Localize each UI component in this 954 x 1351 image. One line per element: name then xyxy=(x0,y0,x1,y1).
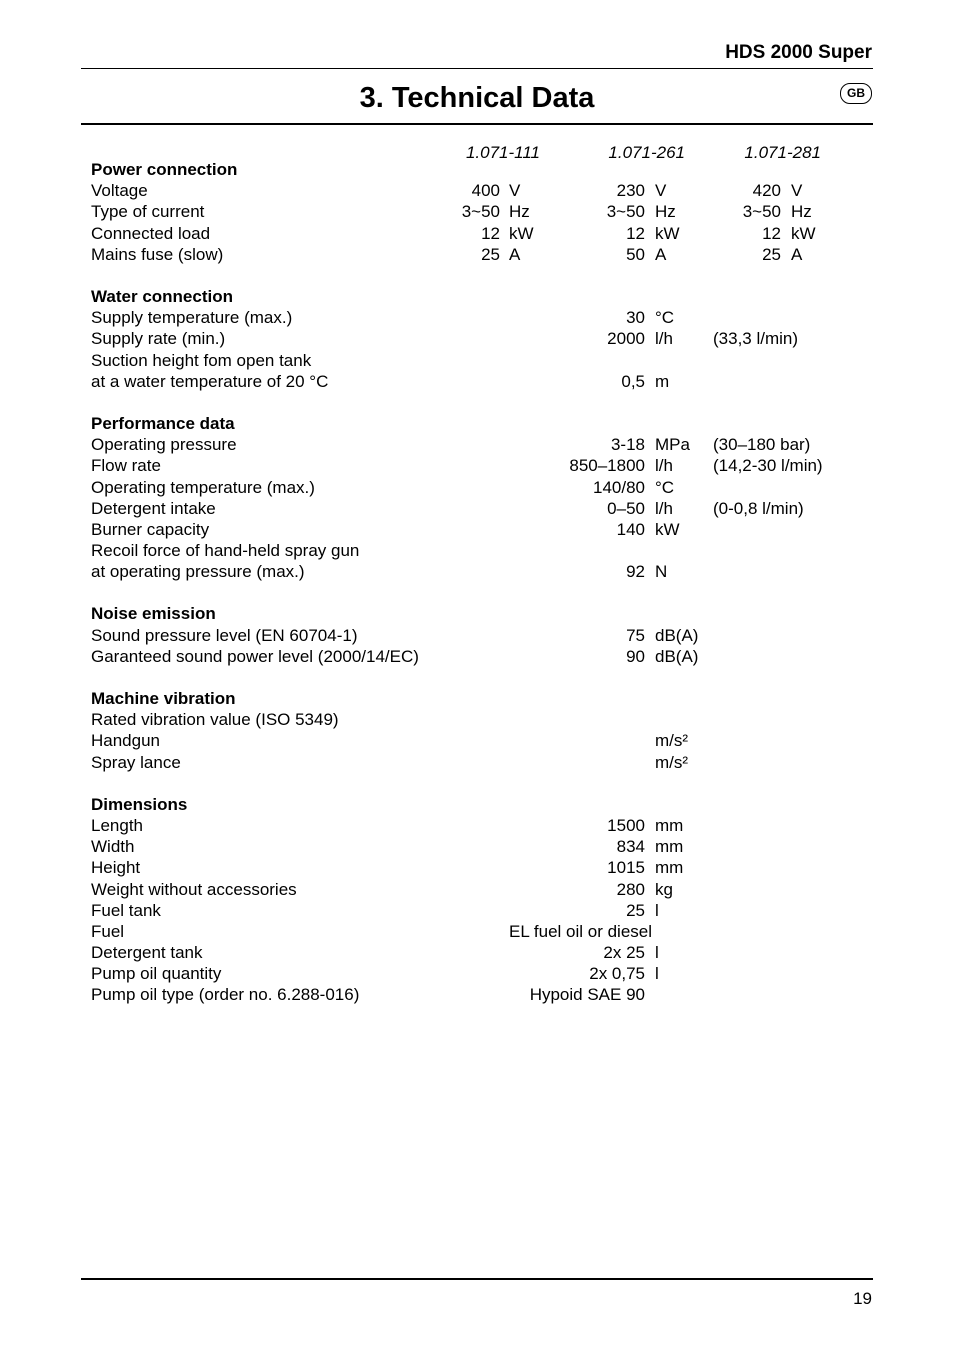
section-heading xyxy=(0,159,954,180)
row-note: (30–180 bar) xyxy=(713,435,811,454)
row-label: Spray lance xyxy=(91,753,181,772)
row-value: 2x 0,75 xyxy=(589,964,645,983)
row-unit: l/h xyxy=(655,329,673,348)
row-value: 75 xyxy=(626,626,645,645)
row-label: Supply rate (min.) xyxy=(91,329,226,348)
table-row xyxy=(0,434,954,455)
row-label: Type of current xyxy=(91,202,205,221)
row-label: Recoil force of hand-held spray gun xyxy=(91,541,360,560)
table-row xyxy=(0,350,954,371)
table-row xyxy=(0,921,954,942)
table-row xyxy=(0,942,954,963)
row-label: Weight without accessories xyxy=(91,880,297,899)
row-value: 834 xyxy=(616,837,645,856)
value-model-1: 25 xyxy=(481,245,500,264)
section-title-vibration: Machine vibration xyxy=(91,689,236,708)
table-row xyxy=(0,561,954,582)
row-label: Operating pressure xyxy=(91,435,237,454)
unit-model-1: kW xyxy=(509,224,534,243)
unit-model-1: V xyxy=(509,181,521,200)
row-unit: mm xyxy=(655,837,684,856)
table-row xyxy=(0,371,954,392)
row-label: at operating pressure (max.) xyxy=(91,562,305,581)
row-note: (0-0,8 l/min) xyxy=(713,499,804,518)
value-model-2: 230 xyxy=(616,181,645,200)
table-row xyxy=(0,244,954,265)
page-number: 19 xyxy=(853,1289,872,1308)
value-model-2: 50 xyxy=(626,245,645,264)
unit-model-3: A xyxy=(791,245,803,264)
language-badge: GB xyxy=(840,83,872,104)
value-model-1: 12 xyxy=(481,224,500,243)
row-label: Fuel xyxy=(91,922,125,941)
table-row xyxy=(0,879,954,900)
unit-model-2: kW xyxy=(655,224,680,243)
row-value: Hypoid SAE 90 xyxy=(529,985,645,1004)
value-model-1: 3~50 xyxy=(461,202,500,221)
section-heading xyxy=(0,688,954,709)
row-label: Burner capacity xyxy=(91,520,210,539)
row-value: 1015 xyxy=(607,858,645,877)
value-model-2: 3~50 xyxy=(606,202,645,221)
table-row xyxy=(0,307,954,328)
table-row xyxy=(0,963,954,984)
table-row xyxy=(0,223,954,244)
value-model-2: 12 xyxy=(626,224,645,243)
row-label: Suction height fom open tank xyxy=(91,351,312,370)
table-row xyxy=(0,857,954,878)
row-unit: l xyxy=(655,943,659,962)
model-number-3: 1.071-281 xyxy=(744,143,821,162)
row-value: 30 xyxy=(626,308,645,327)
footer-rule xyxy=(81,1278,873,1280)
unit-model-2: A xyxy=(655,245,667,264)
row-unit: °C xyxy=(655,308,675,327)
table-row xyxy=(0,815,954,836)
row-label: Garanteed sound power level (2000/14/EC) xyxy=(91,647,419,666)
row-value: 140 xyxy=(616,520,645,539)
row-unit: l xyxy=(655,901,659,920)
value-model-3: 12 xyxy=(762,224,781,243)
table-row xyxy=(0,477,954,498)
row-value: EL fuel oil or diesel xyxy=(509,922,653,941)
unit-model-1: A xyxy=(509,245,521,264)
section-heading xyxy=(0,603,954,624)
row-unit: MPa xyxy=(655,435,690,454)
row-label: Height xyxy=(91,858,141,877)
row-label: Supply temperature (max.) xyxy=(91,308,293,327)
row-label: Length xyxy=(91,816,143,835)
unit-model-3: V xyxy=(791,181,803,200)
row-value: 2x 25 xyxy=(603,943,645,962)
row-value: 280 xyxy=(616,880,645,899)
row-label: Detergent tank xyxy=(91,943,203,962)
unit-model-3: kW xyxy=(791,224,816,243)
row-value: 2000 xyxy=(607,329,645,348)
page-title: 3. Technical Data xyxy=(359,82,595,114)
table-row xyxy=(0,900,954,921)
row-unit: m/s² xyxy=(655,731,689,750)
row-label: Sound pressure level (EN 60704-1) xyxy=(91,626,358,645)
row-label: Voltage xyxy=(91,181,148,200)
value-model-3: 3~50 xyxy=(742,202,781,221)
row-unit: l xyxy=(655,964,659,983)
row-unit: l/h xyxy=(655,456,673,475)
section-title-water: Water connection xyxy=(91,287,233,306)
value-model-3: 25 xyxy=(762,245,781,264)
row-value: 1500 xyxy=(607,816,645,835)
row-unit: mm xyxy=(655,816,684,835)
section-heading xyxy=(0,794,954,815)
row-label: Operating temperature (max.) xyxy=(91,478,315,497)
table-row xyxy=(0,498,954,519)
table-row xyxy=(0,730,954,751)
value-model-1: 400 xyxy=(471,181,500,200)
section-heading xyxy=(0,286,954,307)
row-label: Detergent intake xyxy=(91,499,216,518)
section-heading xyxy=(0,413,954,434)
row-unit: m xyxy=(655,372,670,391)
row-label: Rated vibration value (ISO 5349) xyxy=(91,710,339,729)
row-value: 0–50 xyxy=(607,499,645,518)
row-note: (14,2-30 l/min) xyxy=(713,456,823,475)
row-unit: °C xyxy=(655,478,675,497)
table-row xyxy=(0,328,954,349)
header-rule xyxy=(81,68,873,69)
table-row xyxy=(0,709,954,730)
model-number-1: 1.071-111 xyxy=(465,143,540,162)
row-value: 140/80 xyxy=(593,478,645,497)
row-unit: mm xyxy=(655,858,684,877)
row-value: 850–1800 xyxy=(569,456,645,475)
row-label: at a water temperature of 20 °C xyxy=(91,372,329,391)
row-label: Mains fuse (slow) xyxy=(91,245,224,264)
row-label: Pump oil quantity xyxy=(91,964,222,983)
row-label: Width xyxy=(91,837,135,856)
table-row xyxy=(0,836,954,857)
row-unit: l/h xyxy=(655,499,673,518)
title-rule xyxy=(81,123,873,125)
row-value: 90 xyxy=(626,647,645,666)
row-value: 3-18 xyxy=(610,435,645,454)
unit-model-2: V xyxy=(655,181,667,200)
table-row xyxy=(0,984,954,1005)
value-model-3: 420 xyxy=(752,181,781,200)
unit-model-2: Hz xyxy=(655,202,676,221)
table-row xyxy=(0,625,954,646)
row-value: 0,5 xyxy=(621,372,645,391)
row-unit: N xyxy=(655,562,668,581)
table-row xyxy=(0,646,954,667)
table-row xyxy=(0,540,954,561)
row-unit: kg xyxy=(655,880,673,899)
row-label: Flow rate xyxy=(91,456,161,475)
table-row xyxy=(0,519,954,540)
row-value: 25 xyxy=(626,901,645,920)
row-label: Pump oil type (order no. 6.288-016) xyxy=(91,985,360,1004)
section-title-noise: Noise emission xyxy=(91,604,216,623)
row-unit: m/s² xyxy=(655,753,689,772)
unit-model-1: Hz xyxy=(509,202,530,221)
row-unit: kW xyxy=(655,520,680,539)
product-name: HDS 2000 Super xyxy=(725,42,872,63)
model-number-2: 1.071-261 xyxy=(608,143,685,162)
table-row xyxy=(0,201,954,222)
table-row xyxy=(0,752,954,773)
table-row xyxy=(0,455,954,476)
section-title-performance: Performance data xyxy=(91,414,235,433)
row-unit: dB(A) xyxy=(655,647,699,666)
table-row xyxy=(0,180,954,201)
section-title-dimensions: Dimensions xyxy=(91,795,188,814)
section-title-power: Power connection xyxy=(91,160,238,179)
row-label: Handgun xyxy=(91,731,161,750)
row-label: Fuel tank xyxy=(91,901,161,920)
row-unit: dB(A) xyxy=(655,626,699,645)
row-label: Connected load xyxy=(91,224,211,243)
row-value: 92 xyxy=(626,562,645,581)
row-note: (33,3 l/min) xyxy=(713,329,799,348)
unit-model-3: Hz xyxy=(791,202,812,221)
